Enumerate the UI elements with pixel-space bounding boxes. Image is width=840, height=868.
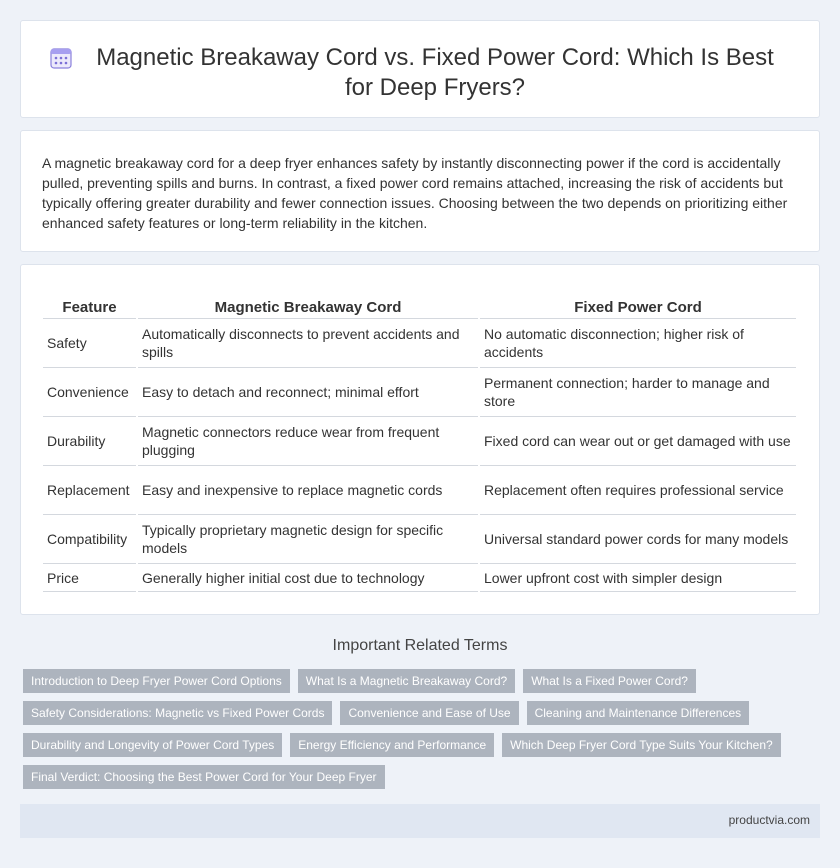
feature-cell: Safety: [43, 319, 136, 368]
table-row: [43, 515, 796, 564]
related-term-link[interactable]: What Is a Fixed Power Cord?: [523, 669, 696, 693]
magnetic-cell: Typically proprietary magnetic design for specific models: [138, 515, 478, 564]
fixed-cell: No automatic disconnection; higher risk of accidents: [480, 319, 796, 368]
title-card: [20, 20, 820, 118]
feature-cell: Convenience: [43, 368, 136, 417]
feature-cell: Price: [43, 564, 136, 592]
site-link[interactable]: productvia.com: [728, 813, 810, 827]
fixed-cell: Fixed cord can wear out or get damaged with use: [480, 417, 796, 466]
fixed-cell: Permanent connection; harder to manage and store: [480, 368, 796, 417]
related-terms-list: [23, 669, 783, 789]
intro-paragraph: A magnetic breakaway cord for a deep fryer enhances safety by instantly disconnecting power if the cord is accidentally pulled, preventing spills and burns. In contrast, a fixed power cord remains attached, increasing the risk of accidents but typically offering greater durability and fewer connection issues. Choosing between the two depends on prioritizing either enhanced safety features or long-term reliability in the kitchen.: [42, 155, 788, 231]
table-row: [43, 466, 796, 515]
related-term-link[interactable]: Cleaning and Maintenance Differences: [527, 701, 750, 725]
fixed-cell: Replacement often requires professional service: [480, 466, 796, 515]
related-term-link[interactable]: Which Deep Fryer Cord Type Suits Your Kitchen?: [502, 733, 781, 757]
header-fixed: Fixed Power Cord: [480, 293, 796, 319]
table-row: [43, 319, 796, 368]
footer-bar: [20, 804, 820, 838]
magnetic-cell: Easy to detach and reconnect; minimal effort: [138, 368, 478, 417]
related-term-link[interactable]: Final Verdict: Choosing the Best Power Cord for Your Deep Fryer: [23, 765, 385, 789]
intro-card: [20, 130, 820, 252]
related-term-link[interactable]: Convenience and Ease of Use: [340, 701, 518, 725]
magnetic-cell: Easy and inexpensive to replace magnetic cords: [138, 466, 478, 515]
header-magnetic: Magnetic Breakaway Cord: [138, 293, 478, 319]
table-header-row: [43, 293, 796, 319]
related-term-link[interactable]: Energy Efficiency and Performance: [290, 733, 494, 757]
table-row: [43, 368, 796, 417]
fixed-cell: Lower upfront cost with simpler design: [480, 564, 796, 592]
magnetic-cell: Automatically disconnects to prevent accidents and spills: [138, 319, 478, 368]
related-term-link[interactable]: Introduction to Deep Fryer Power Cord Options: [23, 669, 290, 693]
feature-cell: Replacement: [43, 466, 136, 515]
header-feature: Feature: [43, 293, 136, 319]
fixed-cell: Universal standard power cords for many models: [480, 515, 796, 564]
feature-cell: Compatibility: [43, 515, 136, 564]
related-term-link[interactable]: Safety Considerations: Magnetic vs Fixed Power Cords: [23, 701, 332, 725]
related-term-link[interactable]: Durability and Longevity of Power Cord Types: [23, 733, 282, 757]
table-row: [43, 564, 796, 592]
magnetic-cell: Generally higher initial cost due to technology: [138, 564, 478, 592]
table-row: [43, 417, 796, 466]
magnetic-cell: Magnetic connectors reduce wear from frequent plugging: [138, 417, 478, 466]
feature-cell: Durability: [43, 417, 136, 466]
related-terms-title: Important Related Terms: [332, 637, 508, 654]
related-term-link[interactable]: What Is a Magnetic Breakaway Cord?: [298, 669, 515, 693]
page-title: Magnetic Breakaway Cord vs. Fixed Power Cord: Which Is Best for Deep Fryers?: [96, 44, 774, 101]
comparison-card: [20, 264, 820, 615]
comparison-table: [41, 293, 798, 592]
